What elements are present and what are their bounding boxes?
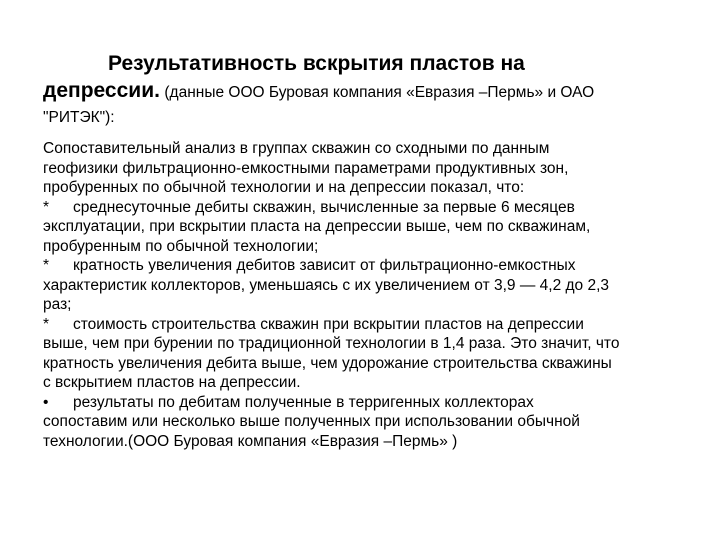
body-line	[43, 178, 693, 198]
body-line	[43, 295, 693, 315]
title-line-3: "РИТЭК"):	[43, 109, 115, 126]
body-line	[43, 159, 693, 179]
body-line	[43, 334, 693, 354]
body-line-text: технологии.(ООО Буровая компания «Евразия –Пермь» )	[43, 432, 458, 450]
body-line	[43, 432, 693, 452]
bullet-marker: *	[43, 315, 50, 333]
body-line	[43, 139, 693, 159]
body-line-text: геофизики фильтрационно-емкостными параметрами продуктивных зон,	[43, 159, 569, 177]
body-line-text: кратность увеличения дебитов зависит от фильтрационно-емкостных	[73, 257, 576, 274]
body-line	[43, 198, 693, 218]
body-line	[43, 217, 693, 237]
body-line-text: с вскрытием пластов на депрессии.	[43, 374, 301, 391]
body-line-text: среднесуточные дебиты скважин, вычисленные за первые 6 месяцев	[73, 198, 575, 216]
body-line	[43, 412, 693, 432]
body-line	[43, 256, 693, 276]
body-line-text: эксплуатации, при вскрытии пласта на депрессии выше, чем по скважинам,	[43, 218, 591, 235]
slide-title	[43, 50, 683, 130]
title-main-text: депрессии.	[43, 79, 160, 102]
body-line-text: пробуренных по обычной технологии и на депрессии показал, что:	[43, 179, 525, 196]
title-source-note: (данные ООО Буровая компания «Евразия –Пермь» и ОАО	[164, 84, 595, 101]
body-line-text: стоимость строительства скважин при вскрытии пластов на депрессии	[73, 315, 584, 333]
body-line-text: выше, чем при бурении по традиционной технологии в 1,4 раза. Это значит, что	[43, 335, 620, 352]
body-line	[43, 276, 693, 296]
body-line	[43, 393, 693, 413]
body-line	[43, 354, 693, 374]
title-line-2	[43, 77, 683, 106]
body-line	[43, 315, 693, 335]
title-line-1: Результативность вскрытия пластов на	[108, 52, 525, 75]
body-line-text: кратность увеличения дебита выше, чем удорожание строительства скважины	[43, 354, 612, 372]
bullet-marker: •	[43, 393, 49, 411]
body-line-text: результаты по дебитам полученные в терригенных коллекторах	[73, 393, 534, 411]
body-line	[43, 237, 693, 257]
body-line	[43, 373, 693, 393]
body-line-text: характеристик коллекторов, уменьшаясь с их увеличением от 3,9 — 4,2 до 2,3	[43, 276, 610, 294]
bullet-marker: *	[43, 257, 50, 274]
body-line-text: сопоставим или несколько выше полученных при использовании обычной	[43, 413, 580, 430]
body-line-text: раз;	[43, 296, 72, 313]
body-text	[43, 139, 693, 451]
body-line-text: Сопоставительный анализ в группах скважин со сходными по данным	[43, 140, 550, 157]
body-line-text: пробуренным по обычной технологии;	[43, 237, 319, 255]
bullet-marker: *	[43, 198, 50, 216]
